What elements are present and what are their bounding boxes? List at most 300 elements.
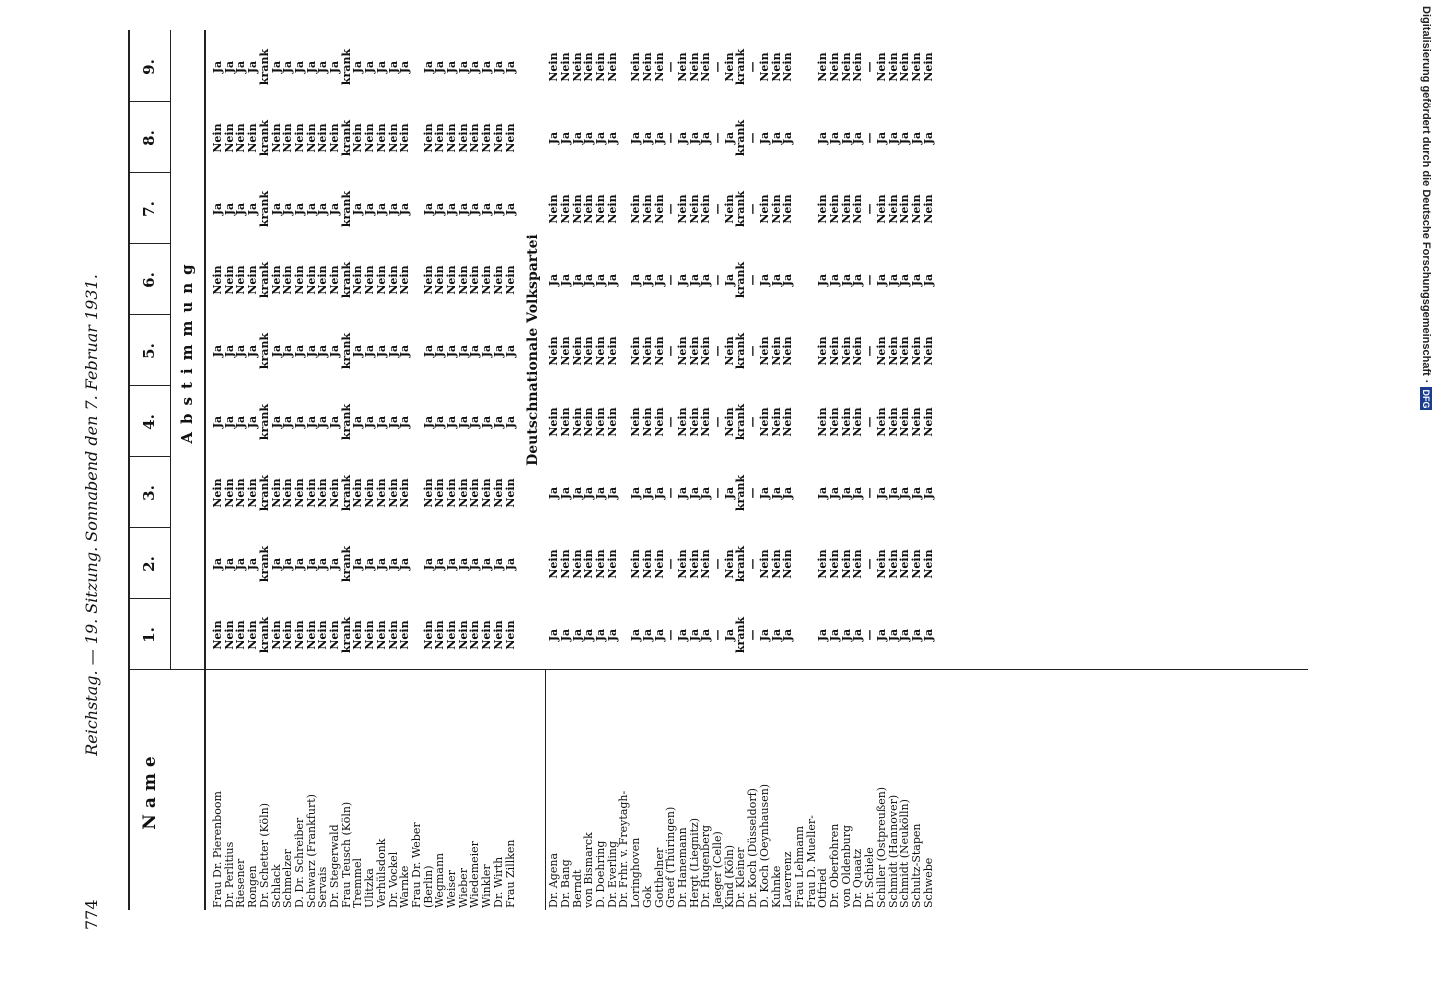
vote-cell: Ja xyxy=(570,273,584,287)
member-name: Dr. Perlitius xyxy=(222,841,236,908)
party-rule xyxy=(545,670,546,910)
member-name: Dr. Frhr. v. Freytagh- xyxy=(617,790,631,908)
vote-cell: Ja xyxy=(558,131,572,145)
vote-cell: Ja xyxy=(828,131,841,145)
vote-cell: Nein xyxy=(909,336,923,366)
member-name: Schmidt (Neukölln) xyxy=(898,799,912,908)
vote-cell: Nein xyxy=(491,620,505,650)
table-row xyxy=(631,30,641,910)
table-row xyxy=(748,30,758,910)
vote-cell: Ja xyxy=(316,344,330,358)
member-name: Schwebe xyxy=(921,857,935,908)
vote-cell: Ja xyxy=(503,557,517,571)
vote-cell: Ja xyxy=(480,344,494,358)
member-name: Dr. Koch (Düsseldorf) xyxy=(746,788,760,908)
vote-cell: Nein xyxy=(851,52,865,82)
vote-cell: Nein xyxy=(652,52,666,82)
party-heading: Deutschnationale Volkspartei xyxy=(525,234,542,466)
vote-cell: Nein xyxy=(269,620,283,650)
vote-cell: Nein xyxy=(421,123,435,153)
vote-cell: Ja xyxy=(594,486,607,500)
vote-cell: Ja xyxy=(851,628,865,642)
vote-cell: Ja xyxy=(558,273,572,287)
vote-cell: Ja xyxy=(211,415,224,429)
vote-cell: Nein xyxy=(886,194,900,224)
vote-cell: Nein xyxy=(640,52,654,82)
vote-cell: Nein xyxy=(292,123,306,153)
vote-cell: Nein xyxy=(874,549,888,579)
vote-cell: Nein xyxy=(421,478,435,508)
vote-cell: Nein xyxy=(851,336,865,366)
vote-cell: Nein xyxy=(269,123,283,153)
vote-cell: Ja xyxy=(374,415,388,429)
member-name: Dr. Hanemann xyxy=(675,827,689,908)
table-row xyxy=(675,30,689,910)
vote-cell: Nein xyxy=(433,123,447,153)
vote-cell: Nein xyxy=(687,194,701,224)
vote-cell: Nein xyxy=(605,549,619,579)
table-row xyxy=(722,30,736,910)
vote-cell: Ja xyxy=(769,486,783,500)
vote-cell: Ja xyxy=(874,486,888,500)
table-row xyxy=(330,30,340,910)
vote-cell: Ja xyxy=(909,273,923,287)
vote-cell: Nein xyxy=(816,52,830,82)
vote-cell: Ja xyxy=(898,273,912,287)
vote-cell: Nein xyxy=(491,123,505,153)
vote-cell: Ja xyxy=(211,557,224,571)
vote-cell: Nein xyxy=(828,407,841,437)
vote-cell: Ja xyxy=(351,60,365,74)
table-top-rule xyxy=(128,30,130,910)
vote-cell: Ja xyxy=(851,273,865,287)
vote-cell: Nein xyxy=(828,336,841,366)
vote-cell: Ja xyxy=(421,344,435,358)
vote-cell: Nein xyxy=(547,52,561,82)
vote-cell: — xyxy=(863,345,877,357)
table-row xyxy=(292,30,306,910)
vote-cell: Nein xyxy=(769,336,783,366)
vote-cell: Ja xyxy=(351,202,365,216)
vote-cell: Ja xyxy=(222,557,236,571)
table-row xyxy=(886,30,900,910)
vote-cell: Ja xyxy=(921,486,935,500)
vote-cell: krank xyxy=(339,403,353,441)
vote-cell: Ja xyxy=(898,131,912,145)
vote-cell: Ja xyxy=(582,273,596,287)
vote-cell: Ja xyxy=(769,131,783,145)
vote-cell: Nein xyxy=(480,478,494,508)
vote-cell: Ja xyxy=(234,202,248,216)
vote-cell: Ja xyxy=(594,628,607,642)
vote-cell: Nein xyxy=(386,478,400,508)
vote-cell: Ja xyxy=(316,202,330,216)
vote-cell: Ja xyxy=(699,131,713,145)
vote-cell: Ja xyxy=(605,273,619,287)
member-name: Dr. Schetter (Köln) xyxy=(257,803,271,908)
vote-cell: Nein xyxy=(687,549,701,579)
vote-cell: Nein xyxy=(605,336,619,366)
vote-cell: Ja xyxy=(652,273,666,287)
table-row xyxy=(269,30,283,910)
member-name: Schlack xyxy=(269,864,283,908)
vote-cell: Ja xyxy=(234,415,248,429)
vote-cell: Nein xyxy=(874,407,888,437)
vote-cell: Ja xyxy=(281,344,295,358)
table-row xyxy=(804,30,818,910)
vote-cell: Ja xyxy=(456,344,470,358)
vote-cell: Ja xyxy=(652,486,666,500)
vote-cell: krank xyxy=(734,48,748,86)
vote-cell: Nein xyxy=(234,265,248,295)
vote-cell: Nein xyxy=(839,52,853,82)
vote-cell: Ja xyxy=(246,60,260,74)
vote-cell: Nein xyxy=(640,336,654,366)
vote-cell: Nein xyxy=(281,123,295,153)
vote-cell: krank xyxy=(257,332,271,370)
table-row xyxy=(769,30,783,910)
vote-cell: Ja xyxy=(433,344,447,358)
vote-cell: Nein xyxy=(594,549,607,579)
vote-cell: Nein xyxy=(839,407,853,437)
vote-cell: Nein xyxy=(491,478,505,508)
vote-cell: Ja xyxy=(605,131,619,145)
vote-cell: Nein xyxy=(558,194,572,224)
vote-cell: Nein xyxy=(503,123,517,153)
vote-table xyxy=(128,30,1308,910)
member-name: Frau Lehmann xyxy=(792,825,806,908)
vote-cell: Ja xyxy=(629,486,643,500)
vote-cell: Ja xyxy=(374,60,388,74)
vote-cell: Nein xyxy=(769,194,783,224)
vote-cell: Nein xyxy=(909,194,923,224)
vote-cell: Ja xyxy=(304,344,318,358)
column-number: 6. xyxy=(140,272,158,288)
vote-cell: krank xyxy=(257,545,271,583)
vote-cell: Ja xyxy=(921,273,935,287)
table-row xyxy=(482,30,492,910)
member-name: Rongen xyxy=(246,865,260,908)
vote-cell: Nein xyxy=(491,265,505,295)
vote-cell: Nein xyxy=(722,336,736,366)
vote-cell: — xyxy=(863,558,877,570)
table-row xyxy=(713,30,723,910)
vote-cell: Ja xyxy=(222,60,236,74)
vote-cell: Nein xyxy=(757,52,771,82)
member-name: Dr. Agena xyxy=(547,853,561,908)
vote-cell: Ja xyxy=(351,415,365,429)
vote-cell: Nein xyxy=(594,52,607,82)
dfg-logo: DFG xyxy=(1421,389,1431,409)
vote-cell: Ja xyxy=(687,273,701,287)
vote-cell: Nein xyxy=(898,407,912,437)
table-row xyxy=(640,30,654,910)
vote-cell: Nein xyxy=(886,336,900,366)
vote-cell: Ja xyxy=(687,628,701,642)
member-name: Laverrenz xyxy=(781,851,795,908)
vote-cell: Ja xyxy=(281,415,295,429)
vote-cell: Ja xyxy=(722,273,736,287)
vote-cell: Ja xyxy=(269,415,283,429)
vote-cell: Nein xyxy=(816,336,830,366)
vote-cell: Ja xyxy=(468,344,482,358)
vote-cell: Ja xyxy=(222,415,236,429)
vote-cell: Ja xyxy=(281,60,295,74)
vote-cell: Nein xyxy=(816,549,830,579)
vote-cell: Nein xyxy=(769,407,783,437)
table-row xyxy=(558,30,572,910)
member-name: Verhülsdonk xyxy=(374,838,388,908)
vote-cell: Nein xyxy=(699,52,713,82)
vote-cell: Nein xyxy=(363,478,377,508)
vote-cell: Ja xyxy=(503,415,517,429)
vote-cell: Ja xyxy=(398,60,412,74)
vote-cell: Nein xyxy=(351,123,365,153)
member-name: Frau D. Mueller- xyxy=(804,815,818,908)
vote-cell: Ja xyxy=(480,60,494,74)
vote-cell: krank xyxy=(339,190,353,228)
vote-cell: Nein xyxy=(363,265,377,295)
vote-cell: Ja xyxy=(687,486,701,500)
table-row xyxy=(353,30,363,910)
vote-cell: — xyxy=(746,416,760,428)
vote-cell: Nein xyxy=(687,407,701,437)
vote-cell: Ja xyxy=(480,415,494,429)
vote-cell: Ja xyxy=(594,273,607,287)
vote-cell: Ja xyxy=(246,557,260,571)
vote-cell: Ja xyxy=(421,60,435,74)
member-name: Hergt (Liegnitz) xyxy=(687,817,701,908)
vote-cell: Ja xyxy=(269,557,283,571)
vote-cell: Ja xyxy=(328,415,341,429)
vote-cell: Nein xyxy=(921,194,935,224)
running-title: Reichstag. — 19. Sitzung. Sonnabend den 7. Februar 1931. xyxy=(82,274,101,756)
vote-cell: Ja xyxy=(304,60,318,74)
vote-cell: Ja xyxy=(433,60,447,74)
vote-cell: Ja xyxy=(445,415,458,429)
vote-cell: Nein xyxy=(445,478,458,508)
vote-cell: Ja xyxy=(816,273,830,287)
vote-cell: — xyxy=(746,274,760,286)
vote-cell: Ja xyxy=(675,131,689,145)
vote-cell: Nein xyxy=(652,407,666,437)
vote-cell: Nein xyxy=(304,620,318,650)
vote-cell: Nein xyxy=(699,336,713,366)
vote-cell: Ja xyxy=(839,131,853,145)
vote-cell: — xyxy=(711,629,724,641)
vote-cell: krank xyxy=(339,119,353,157)
vote-cell: Nein xyxy=(769,52,783,82)
vote-cell: Nein xyxy=(351,478,365,508)
member-name: Wiedemeier xyxy=(468,841,482,908)
member-name: Ulitzka xyxy=(363,868,377,908)
vote-cell: Nein xyxy=(328,265,341,295)
vote-cell: Ja xyxy=(246,202,260,216)
column-number: 5. xyxy=(140,343,158,359)
vote-cell: Nein xyxy=(304,478,318,508)
vote-cell: Nein xyxy=(582,336,596,366)
vote-cell: Ja xyxy=(874,131,888,145)
table-row xyxy=(447,30,457,910)
vote-cell: Nein xyxy=(456,123,470,153)
vote-cell: Ja xyxy=(269,202,283,216)
member-name: Schultz-Stapen xyxy=(909,823,923,908)
column-number: 9. xyxy=(140,59,158,75)
member-name: Otfried xyxy=(816,868,830,908)
vote-cell: Ja xyxy=(456,60,470,74)
vote-cell: Ja xyxy=(640,131,654,145)
vote-cell: Nein xyxy=(570,336,584,366)
column-divider xyxy=(128,385,170,386)
vote-cell: Ja xyxy=(363,60,377,74)
vote-cell: Nein xyxy=(594,336,607,366)
vote-cell: Ja xyxy=(491,557,505,571)
vote-cell: Ja xyxy=(828,628,841,642)
vote-cell: — xyxy=(664,345,678,357)
vote-cell: Ja xyxy=(909,486,923,500)
vote-cell: Ja xyxy=(234,60,248,74)
vote-cell: Nein xyxy=(398,123,412,153)
vote-cell: Ja xyxy=(281,202,295,216)
member-name: Kuhnke xyxy=(769,865,783,908)
vote-cell: Ja xyxy=(722,131,736,145)
vote-cell: Nein xyxy=(374,265,388,295)
vote-cell: Nein xyxy=(629,549,643,579)
vote-cell: krank xyxy=(734,545,748,583)
vote-cell: — xyxy=(863,629,877,641)
vote-cell: Nein xyxy=(292,620,306,650)
vote-cell: Nein xyxy=(222,478,236,508)
abstimmung-rule xyxy=(170,30,171,670)
vote-cell: — xyxy=(664,132,678,144)
vote-cell: Ja xyxy=(503,60,517,74)
table-row xyxy=(605,30,619,910)
vote-cell: Nein xyxy=(722,407,736,437)
vote-cell: krank xyxy=(734,261,748,299)
member-name: von Oldenburg xyxy=(839,824,853,908)
vote-cell: Nein xyxy=(921,549,935,579)
member-name: Frau Zillken xyxy=(503,839,517,908)
table-header-rule xyxy=(204,30,206,910)
column-divider xyxy=(128,314,170,315)
vote-cell: Nein xyxy=(468,123,482,153)
vote-cell: Ja xyxy=(781,628,795,642)
vote-cell: Nein xyxy=(222,123,236,153)
table-row xyxy=(213,30,223,910)
vote-cell: Ja xyxy=(851,131,865,145)
vote-cell: Nein xyxy=(828,549,841,579)
member-name: Winkler xyxy=(480,864,494,908)
vote-cell: Nein xyxy=(898,549,912,579)
vote-cell: Ja xyxy=(211,344,224,358)
vote-cell: Nein xyxy=(652,549,666,579)
vote-cell: Ja xyxy=(386,60,400,74)
vote-cell: krank xyxy=(734,474,748,512)
vote-cell: Nein xyxy=(547,336,561,366)
dfg-credit-text: Digitalisierung gefördert durch die Deutsche Forschungsgemeinschaft xyxy=(1420,6,1432,376)
vote-cell: Ja xyxy=(886,273,900,287)
vote-cell: Nein xyxy=(722,194,736,224)
vote-cell: Ja xyxy=(851,486,865,500)
vote-cell: Ja xyxy=(757,131,771,145)
vote-cell: Nein xyxy=(909,407,923,437)
vote-cell: Ja xyxy=(921,131,935,145)
vote-cell: Ja xyxy=(316,557,330,571)
vote-cell: Ja xyxy=(363,202,377,216)
member-name: Tremmel xyxy=(351,858,365,908)
table-row xyxy=(503,30,517,910)
vote-cell: Nein xyxy=(445,123,458,153)
vote-cell: Ja xyxy=(503,344,517,358)
vote-cell: Ja xyxy=(605,628,619,642)
vote-cell: Nein xyxy=(398,265,412,295)
vote-cell: Nein xyxy=(640,407,654,437)
vote-cell: Ja xyxy=(433,415,447,429)
vote-cell: Nein xyxy=(874,194,888,224)
vote-cell: — xyxy=(746,132,760,144)
vote-cell: — xyxy=(746,629,760,641)
vote-cell: krank xyxy=(339,616,353,654)
vote-cell: krank xyxy=(257,48,271,86)
vote-cell: Nein xyxy=(757,336,771,366)
vote-cell: — xyxy=(664,416,678,428)
vote-cell: — xyxy=(711,487,724,499)
column-divider xyxy=(128,101,170,102)
vote-cell: krank xyxy=(734,616,748,654)
vote-cell: Ja xyxy=(629,131,643,145)
vote-cell: Nein xyxy=(433,620,447,650)
vote-cell: Ja xyxy=(351,557,365,571)
table-row xyxy=(909,30,923,910)
vote-cell: Ja xyxy=(456,202,470,216)
vote-cell: Nein xyxy=(445,620,458,650)
vote-cell: — xyxy=(746,61,760,73)
member-name: Warnke xyxy=(398,865,412,908)
vote-cell: — xyxy=(664,61,678,73)
vote-cell: Ja xyxy=(816,628,830,642)
table-row xyxy=(865,30,875,910)
vote-cell: Ja xyxy=(570,131,584,145)
vote-cell: — xyxy=(711,274,724,286)
vote-cell: Nein xyxy=(281,620,295,650)
vote-cell: Ja xyxy=(491,202,505,216)
vote-cell: Nein xyxy=(351,265,365,295)
column-divider xyxy=(128,527,170,528)
vote-cell: Ja xyxy=(769,273,783,287)
vote-cell: Ja xyxy=(687,131,701,145)
table-row xyxy=(830,30,840,910)
vote-cell: Nein xyxy=(839,336,853,366)
vote-cell: Nein xyxy=(246,620,260,650)
vote-cell: Ja xyxy=(386,344,400,358)
vote-cell: Ja xyxy=(629,273,643,287)
vote-cell: Nein xyxy=(886,52,900,82)
vote-cell: Ja xyxy=(816,486,830,500)
vote-cell: Ja xyxy=(828,273,841,287)
vote-cell: Nein xyxy=(222,620,236,650)
vote-cell: Ja xyxy=(421,202,435,216)
vote-cell: Ja xyxy=(328,344,341,358)
vote-cell: Ja xyxy=(398,415,412,429)
member-name: Dr. Hugenberg xyxy=(699,824,713,908)
vote-cell: Ja xyxy=(433,557,447,571)
vote-cell: Nein xyxy=(851,194,865,224)
vote-cell: Ja xyxy=(491,415,505,429)
vote-cell: Ja xyxy=(222,344,236,358)
vote-cell: Nein xyxy=(433,478,447,508)
vote-cell: krank xyxy=(734,332,748,370)
vote-cell: Nein xyxy=(851,549,865,579)
